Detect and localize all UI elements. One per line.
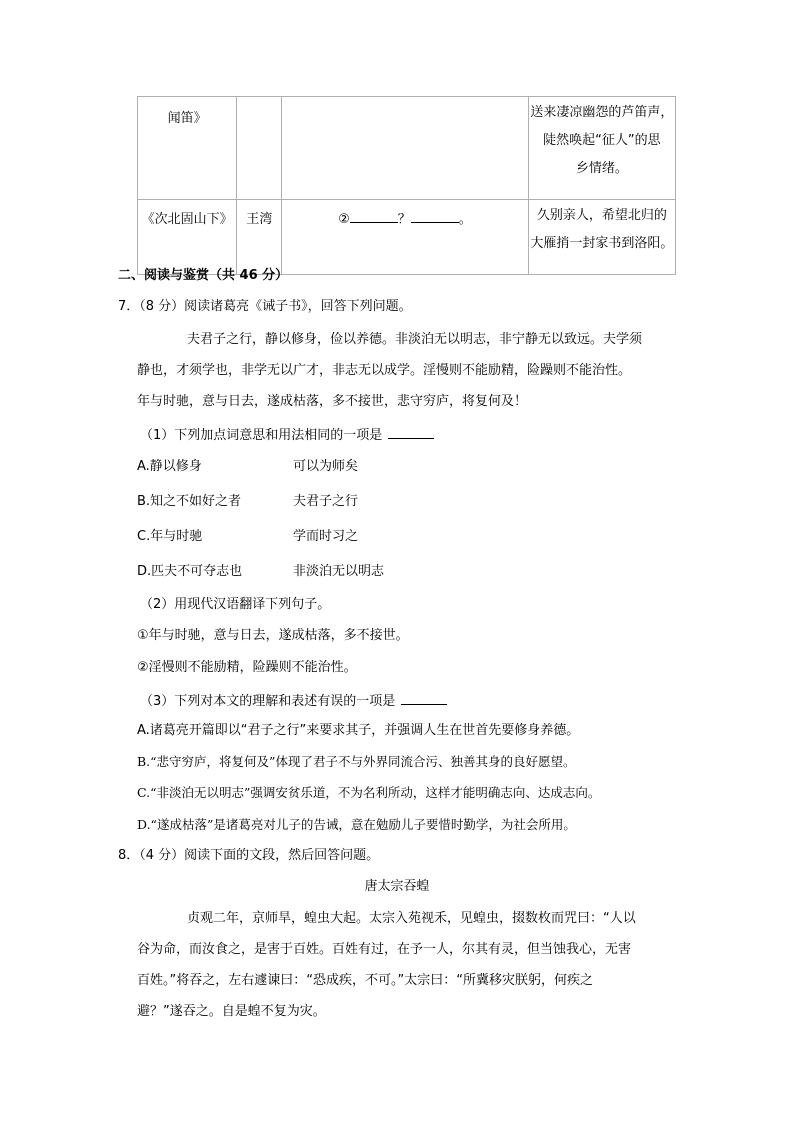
table-row [138, 97, 676, 200]
fill-blank-2[interactable] [411, 210, 459, 223]
option-3-b: B.“悲守穷庐，将复何及”体现了君子不与外界同流合污、独善其身的良好愿望。 [137, 754, 576, 769]
poem-blank-cell[interactable] [282, 200, 528, 275]
option-3-d: D.“遂成枯落”是诸葛亮对儿子的告诫，意在勉励儿子要惜时勤学，为社会所用。 [137, 817, 576, 832]
translate-sentence: ②淫慢则不能励精，险躁则不能治性。 [137, 660, 357, 675]
sub-question-text: （1）下列加点词意思和用法相同的一项是 [140, 428, 383, 443]
passage-line: 贞观二年，京师旱，蝗虫大起。太宗入苑视禾，见蝗虫，掇数枚而咒曰：“人以 [187, 911, 636, 926]
poem-blank-cell [282, 97, 528, 200]
option-d-right: 非淡泊无以明志 [293, 564, 385, 579]
option-c-right: 学而时习之 [293, 529, 359, 544]
question-8-prompt: 8．（4 分）阅读下面的文段，然后回答问题。 [118, 848, 380, 863]
passage-line: 避？”遂吞之。自是蝗不复为灾。 [137, 1004, 326, 1019]
sub-question-3 [140, 692, 447, 710]
option-c-left: C.年与时驰 [137, 529, 203, 544]
poem-table [137, 96, 676, 275]
sub-question-1 [140, 426, 434, 444]
sub-question-2: （2）用现代汉语翻译下列句子。 [140, 597, 331, 612]
section-heading: 二、阅读与鉴赏（共 46 分） [118, 268, 289, 283]
option-a-left: A.静以修身 [137, 459, 202, 474]
poem-title-cell: 闻笛》 [138, 97, 237, 200]
desc-line: 陡然唤起“征人”的思 [543, 133, 661, 148]
poem-author-cell [237, 97, 282, 200]
passage-line: 夫君子之行，静以修身，俭以养德。非淡泊无以明志，非宁静无以致远。夫学须 [187, 332, 643, 347]
blank-end: 。 [458, 212, 472, 227]
poem-desc-cell [528, 200, 675, 275]
option-a-right: 可以为师矣 [293, 459, 359, 474]
table-row [138, 200, 676, 275]
fill-blank-1[interactable] [350, 210, 398, 223]
desc-line: 乡情绪。 [575, 161, 628, 176]
sub-question-text: （3）下列对本文的理解和表述有误的一项是 [140, 694, 396, 709]
option-3-c: C.“非淡泊无以明志”强调安贫乐道，不为名利所动，这样才能明确志向、达成志向。 [137, 785, 601, 800]
option-d-left: D.匹夫不可夺志也 [137, 564, 243, 579]
answer-blank[interactable] [401, 692, 447, 705]
option-b-left: B.知之不如好之者 [137, 494, 242, 509]
passage-line: 谷为命，而汝食之，是害于百姓。百姓有过，在予一人，尔其有灵，但当蚀我心，无害 [137, 942, 632, 957]
translate-sentence: ①年与时驰，意与日去，遂成枯落，多不接世。 [137, 628, 409, 643]
poem-desc-cell [528, 97, 675, 200]
passage-line: 百姓。”将吞之，左右遽谏曰：“恐成疾，不可。”太宗曰：“所冀移灾朕躬，何疾之 [137, 973, 593, 988]
answer-blank[interactable] [388, 426, 434, 439]
question-7-prompt: 7．（8 分）阅读诸葛亮《诫子书》，回答下列问题。 [118, 299, 412, 314]
blank-number: ② [338, 212, 350, 227]
desc-line: 大雁捎一封家书到洛阳。 [530, 236, 674, 251]
passage-line: 年与时驰，意与日去，遂成枯落，多不接世，悲守穷庐，将复何及！ [137, 394, 528, 409]
passage-line: 静也，才须学也，非学无以广才，非志无以成学。淫慢则不能励精，险躁则不能治性。 [137, 363, 632, 378]
desc-line: 久别亲人，希望北归的 [536, 208, 667, 223]
desc-line: 送来凄凉幽怨的芦笛声， [530, 105, 674, 120]
poem-author-cell: 王湾 [237, 200, 282, 275]
passage-title: 唐太宗吞蝗 [364, 879, 430, 894]
option-b-right: 夫君子之行 [293, 494, 359, 509]
option-3-a: A.诸葛亮开篇即以“君子之行”来要求其子，并强调人生在世首先要修身养德。 [137, 723, 580, 738]
poem-title-cell: 《次北固山下》 [138, 200, 237, 275]
blank-separator: ？ [397, 212, 411, 227]
